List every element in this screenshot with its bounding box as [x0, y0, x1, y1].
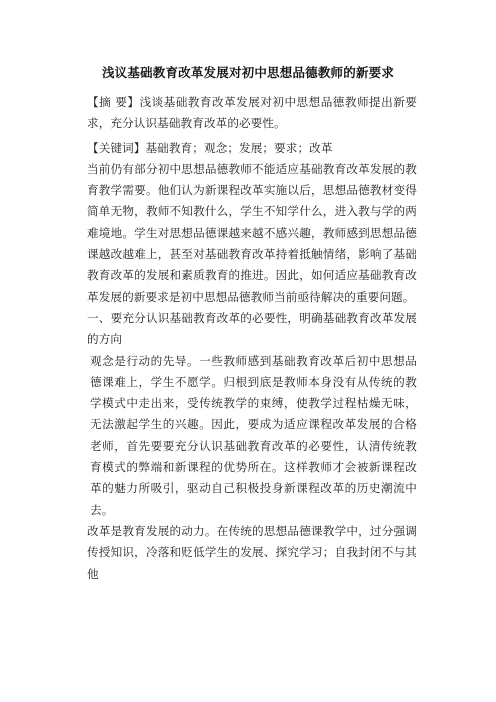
keywords-paragraph: 【关键词】基础教育；观念；发展；要求；改革	[87, 140, 333, 155]
section-heading: 一、要充分认识基础教育改革的必要性，明确基础教育改革发展的方向	[87, 310, 417, 347]
document-body	[78, 92, 417, 585]
body-paragraph: 当前仍有部分初中思想品德教师不能适应基础教育改革发展的教育教学需要。他们认为新课程改革实施以后，思想品德教材变得简单无物，教师不知教什么，学生不知学什么，进入教与学的两难境地。学生对思想品德课越来越不感兴趣，教师感到思想品德课越改越难上，甚至对基础教育改革持着抵触情绪，影响了基础教育改革的发展和素质教育的推进。因此，如何适应基础教育改革发展的新要求是初中思想品德教师当前亟待解决的重要问题。	[87, 161, 417, 304]
document-title: 浅议基础教育改革发展对初中思想品德教师的新要求	[101, 65, 395, 80]
body-paragraph: 观念是行动的先导。一些教师感到基础教育改革后初中思想品德课难上，学生不愿学。归根到底是教师本身没有从传统的教学模式中走出来，受传统教学的束缚，使教学过程枯燥无味，无法激起学生的兴趣。因此，要成为适应课程改革发展的合格老师，首先要要充分认识基础教育改革的必要性，认清传统教育模式的弊端和新课程的优势所在。这样教师才会被新课程改革的魅力所吸引，驱动自己积极投身新课程改革的历史潮流中去。	[90, 353, 417, 517]
abstract-paragraph: 【摘 要】浅谈基础教育改革发展对初中思想品德教师提出新要求，充分认识基础教育改革的必要性。	[87, 95, 417, 131]
body-paragraph: 改革是教育发展的动力。在传统的思想品德课教学中，过分强调传授知识，冷落和贬低学生的发展、探究学习；自我封闭不与其他	[87, 523, 417, 581]
